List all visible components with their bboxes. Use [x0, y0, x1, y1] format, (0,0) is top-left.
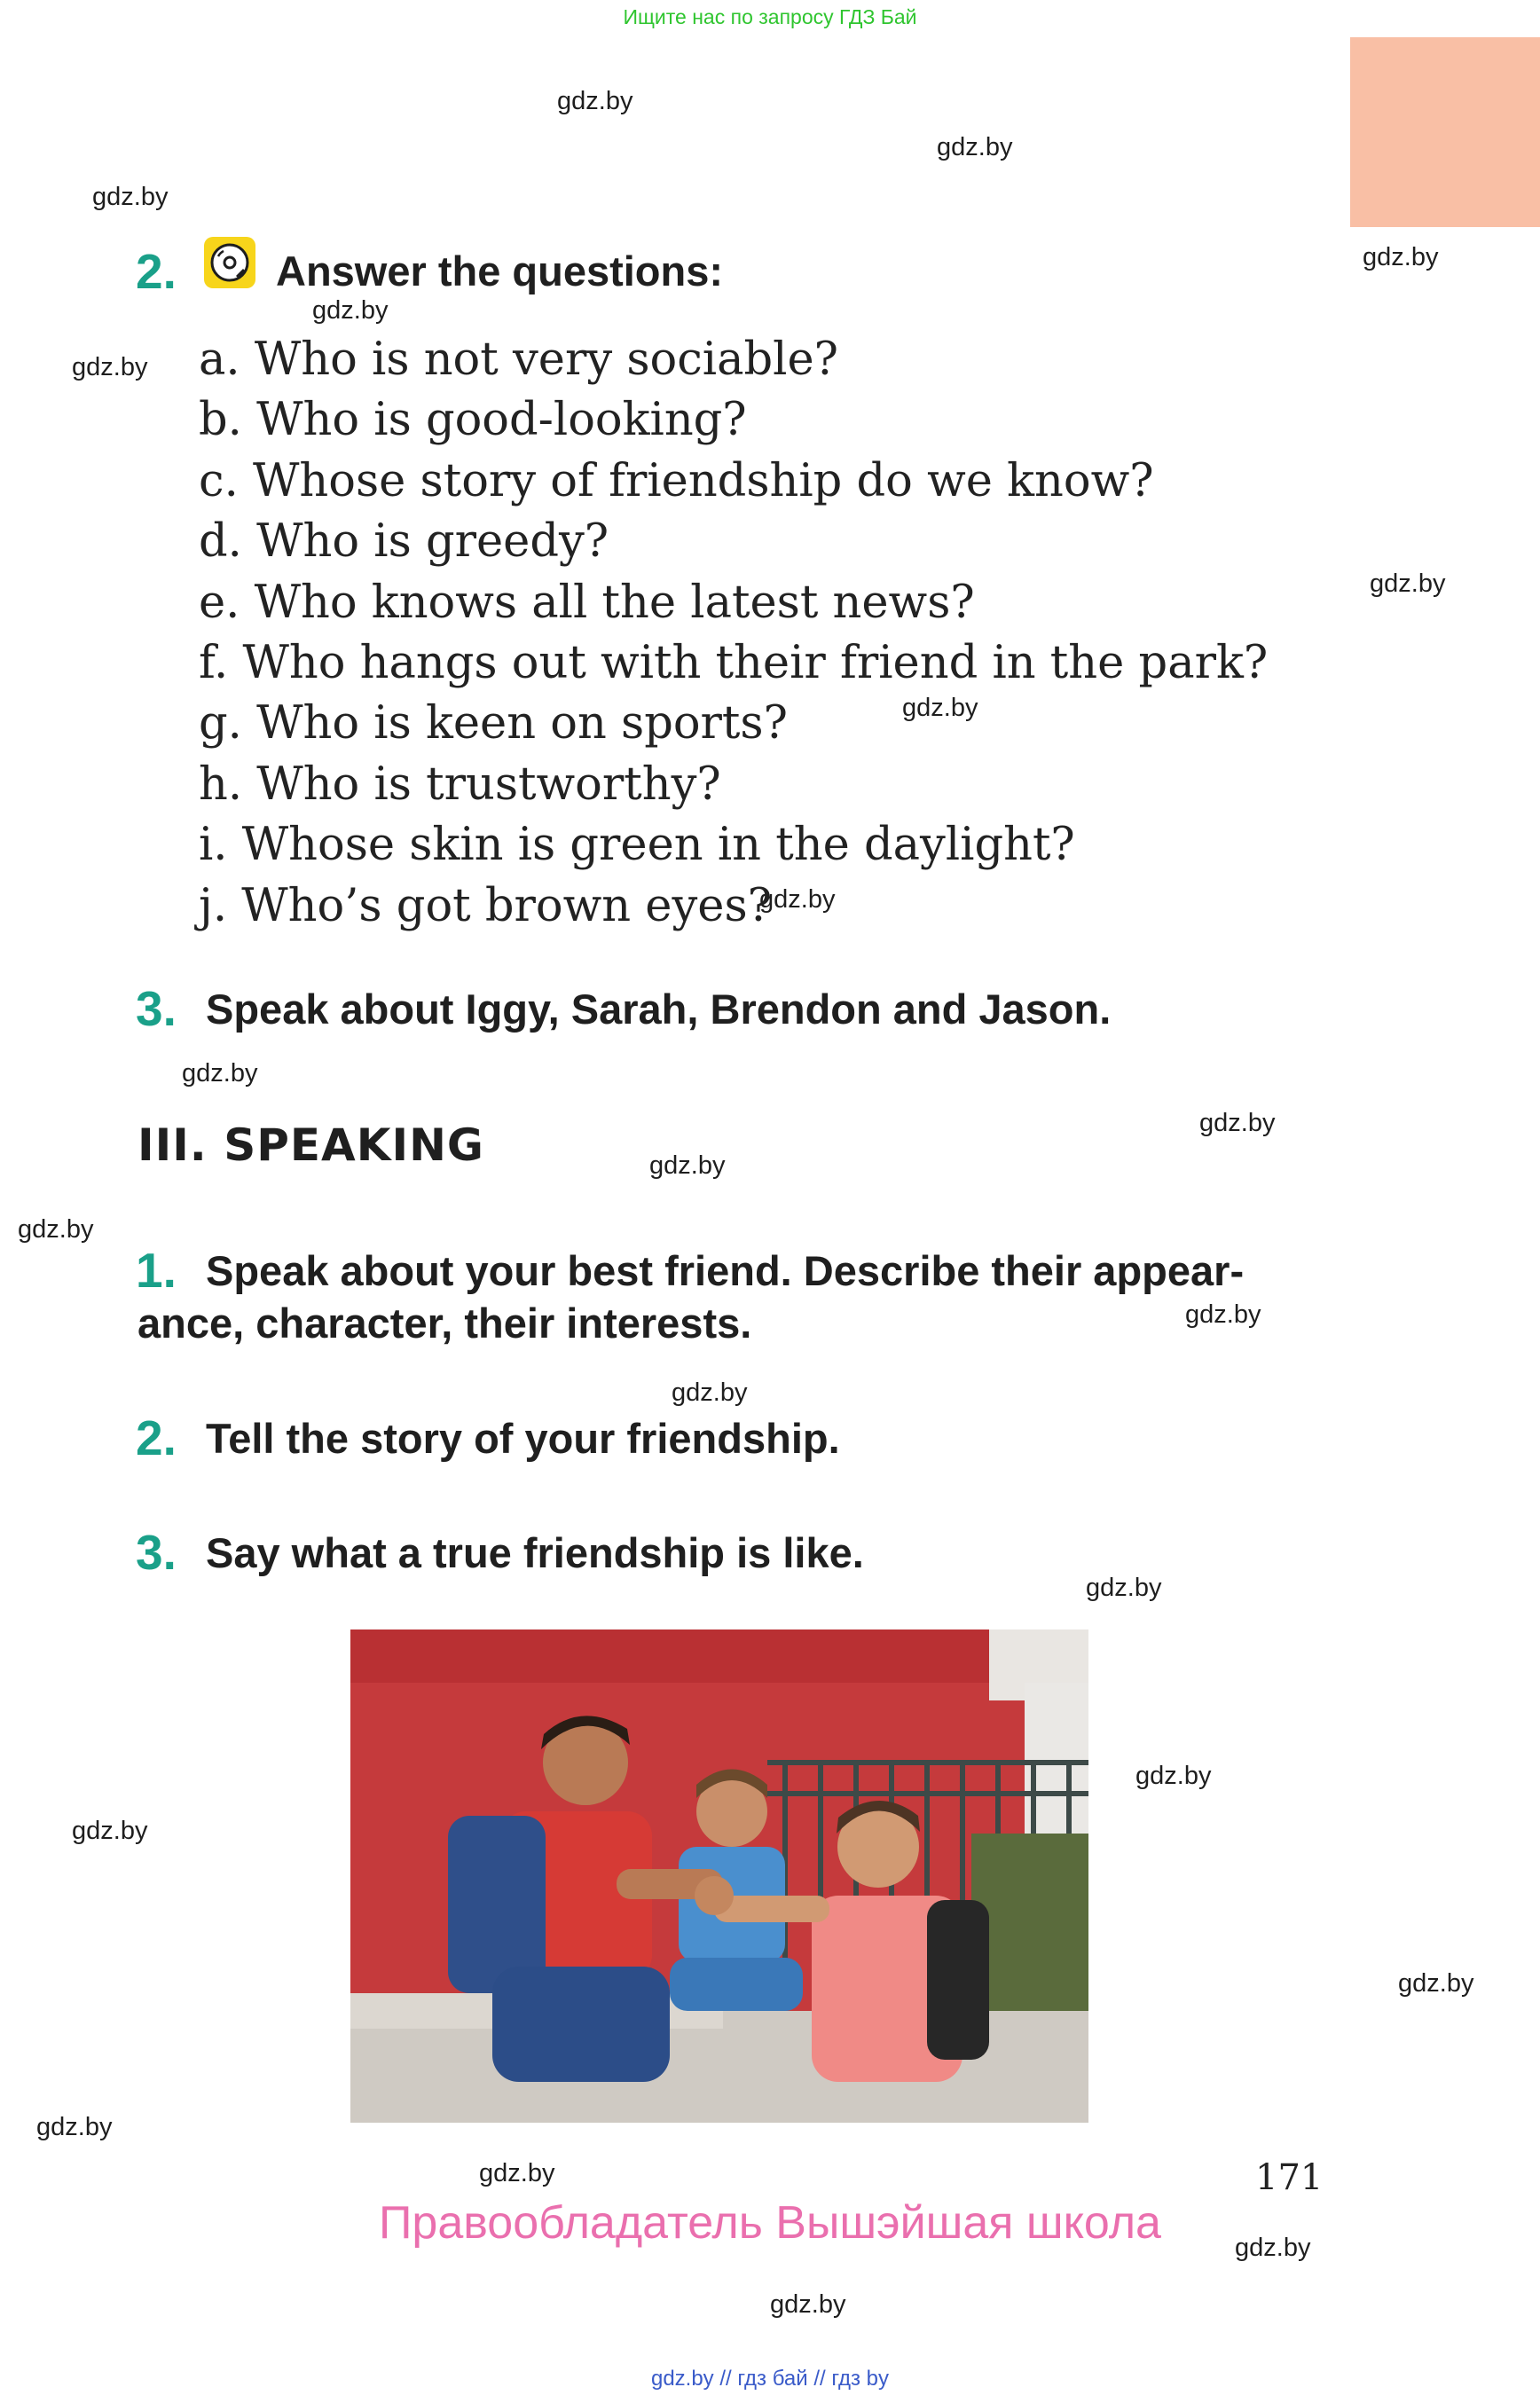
watermark: gdz.by	[182, 1059, 258, 1088]
watermark: gdz.by	[1370, 569, 1446, 598]
task-number: 2.	[136, 1410, 177, 1465]
watermark: gdz.by	[72, 353, 148, 381]
question-item: b. Who is good-looking?	[199, 394, 747, 447]
task-title: Speak about your best friend. Describe their appear-	[206, 1247, 1245, 1294]
task-title-continued: ance, character, their interests.	[138, 1300, 752, 1347]
watermark: gdz.by	[759, 885, 836, 914]
watermark: gdz.by	[1086, 1574, 1162, 1602]
question-item: c. Whose story of friendship do we know?	[199, 454, 1154, 507]
rights-holder: Правообладатель Вышэйшая школа	[379, 2197, 1161, 2249]
watermark: gdz.by	[1363, 243, 1439, 271]
watermark: gdz.by	[36, 2113, 113, 2141]
page-number: 171	[1255, 2157, 1324, 2198]
question-item: j. Who’s got brown eyes?	[199, 879, 772, 932]
watermark: gdz.by	[1235, 2234, 1311, 2262]
watermark: gdz.by	[672, 1378, 748, 1407]
watermark: gdz.by	[770, 2290, 846, 2319]
audio-cd-icon[interactable]	[204, 237, 255, 288]
question-item: d. Who is greedy?	[199, 515, 609, 569]
section-heading: III. SPEAKING	[138, 1119, 484, 1171]
watermark: gdz.by	[1199, 1109, 1276, 1137]
friends-photo	[350, 1629, 1088, 2123]
footer-links[interactable]: gdz.by // гдз бай // гдз by	[650, 2367, 890, 2391]
question-item: e. Who knows all the latest news?	[199, 576, 975, 629]
page-corner-tab	[1350, 37, 1540, 227]
question-item: g. Who is keen on sports?	[199, 697, 788, 750]
watermark: gdz.by	[937, 133, 1013, 161]
task-title: Answer the questions:	[276, 247, 724, 294]
watermark: gdz.by	[557, 87, 633, 115]
task-number: 1.	[136, 1243, 177, 1298]
watermark: gdz.by	[18, 1215, 94, 1244]
task-number: 3.	[136, 1525, 177, 1580]
task-number: 2.	[136, 244, 177, 299]
task-title: Say what a true friendship is like.	[206, 1529, 864, 1576]
watermark: gdz.by	[1185, 1300, 1261, 1329]
top-banner: Ищите нас по запросу ГДЗ Бай	[623, 5, 917, 28]
watermark: gdz.by	[479, 2159, 555, 2187]
question-item: i. Whose skin is green in the daylight?	[199, 819, 1075, 872]
question-item: a. Who is not very sociable?	[199, 334, 838, 386]
watermark: gdz.by	[92, 183, 169, 211]
task-number: 3.	[136, 981, 177, 1036]
question-list	[199, 330, 1268, 937]
question-item: f. Who hangs out with their friend in the park?	[199, 636, 1269, 689]
watermark: gdz.by	[312, 296, 389, 325]
task-title: Tell the story of your friendship.	[206, 1415, 840, 1462]
watermark: gdz.by	[649, 1151, 726, 1180]
watermark: gdz.by	[72, 1817, 148, 1845]
question-item: h. Who is trustworthy?	[199, 758, 721, 811]
watermark: gdz.by	[1135, 1762, 1212, 1790]
watermark: gdz.by	[902, 694, 978, 722]
watermark: gdz.by	[1398, 1969, 1474, 1998]
task-title: Speak about Iggy, Sarah, Brendon and Jason.	[206, 986, 1112, 1033]
